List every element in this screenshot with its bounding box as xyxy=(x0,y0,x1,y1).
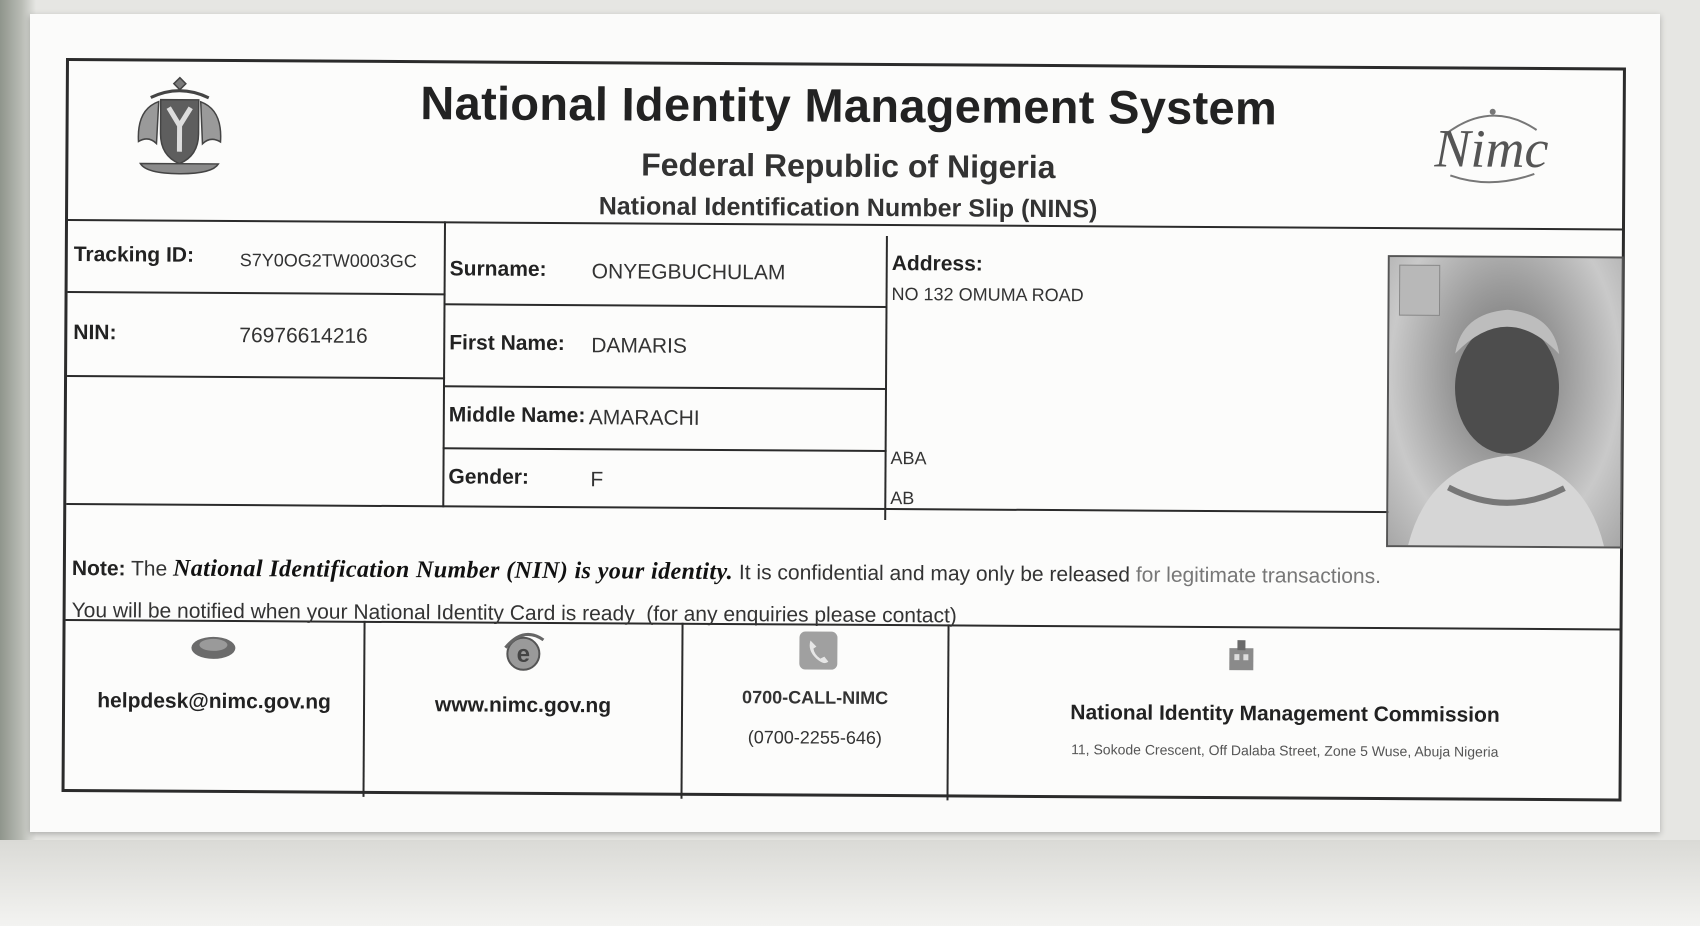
svg-text:e: e xyxy=(516,640,531,668)
address-city: ABA xyxy=(890,448,927,469)
divider xyxy=(443,385,887,390)
divider xyxy=(443,447,887,452)
surname-value: ONYEGBUCHULAM xyxy=(591,260,786,285)
address-label: Address: xyxy=(891,252,983,276)
divider xyxy=(884,236,888,520)
email-contact xyxy=(64,619,363,797)
gender-label: Gender: xyxy=(448,465,530,489)
divider xyxy=(67,375,445,379)
note-emphasis: National Identification Number (NIN) is your identity. xyxy=(172,555,734,586)
divider xyxy=(442,221,446,507)
enquiries-text: (for any enquiries please contact) xyxy=(646,602,957,628)
holder-portrait-icon xyxy=(1388,257,1622,546)
nimc-logo-text: Nimc xyxy=(1434,118,1549,180)
email-icon xyxy=(189,632,237,662)
address-state: AB xyxy=(890,488,915,509)
commission-name: National Identity Management Commission xyxy=(1070,701,1500,727)
address-line: NO 132 OMUMA ROAD xyxy=(891,284,1084,306)
commission-address: 11, Sokode Crescent, Off Dalaba Street, Zone 5 Wuse, Abuja Nigeria xyxy=(1071,741,1499,760)
nin-slip xyxy=(62,58,1626,802)
phone-contact xyxy=(682,623,947,801)
system-title: National Identity Management System xyxy=(420,76,1278,135)
phone-icon xyxy=(797,629,839,671)
slip-title: National Identification Number Slip (NINS) xyxy=(598,192,1098,224)
phone-digits: (0700-2255-646) xyxy=(747,727,882,748)
nin-value: 76976614216 xyxy=(239,324,368,348)
tracking-id-label: Tracking ID: xyxy=(73,243,195,267)
holder-photo xyxy=(1386,255,1624,548)
internet-explorer-icon xyxy=(501,632,545,676)
middle-name-value: AMARACHI xyxy=(588,406,700,430)
website-text: www.nimc.gov.ng xyxy=(434,693,612,718)
nimc-logo xyxy=(1426,103,1556,184)
divider xyxy=(443,303,887,308)
note-confidential: It is confidential and may only be released xyxy=(738,561,1136,587)
note-prefix: The xyxy=(130,557,168,581)
phone-text: 0700-CALL-NIMC xyxy=(742,687,889,709)
note-line xyxy=(72,555,1622,591)
divider xyxy=(68,291,446,295)
email-text: helpdesk@nimc.gov.ng xyxy=(97,689,331,714)
first-name-value: DAMARIS xyxy=(591,334,688,358)
gender-value: F xyxy=(590,468,604,492)
building-icon xyxy=(1225,638,1257,672)
scan-background xyxy=(0,840,1700,926)
country-subtitle: Federal Republic of Nigeria xyxy=(641,146,1056,186)
notify-text: You will be notified when your National Identity Card is ready xyxy=(71,599,635,626)
commission-contact xyxy=(948,624,1621,804)
website-contact xyxy=(364,621,681,799)
first-name-label: First Name: xyxy=(449,331,565,356)
nin-label: NIN: xyxy=(73,321,117,345)
note-label: Note: xyxy=(71,557,126,581)
middle-name-label: Middle Name: xyxy=(448,403,586,428)
surname-label: Surname: xyxy=(449,257,547,281)
note-confidential-faded: for legitimate transactions. xyxy=(1135,563,1382,589)
tracking-id-value: S7Y0OG2TW0003GC xyxy=(239,250,417,272)
